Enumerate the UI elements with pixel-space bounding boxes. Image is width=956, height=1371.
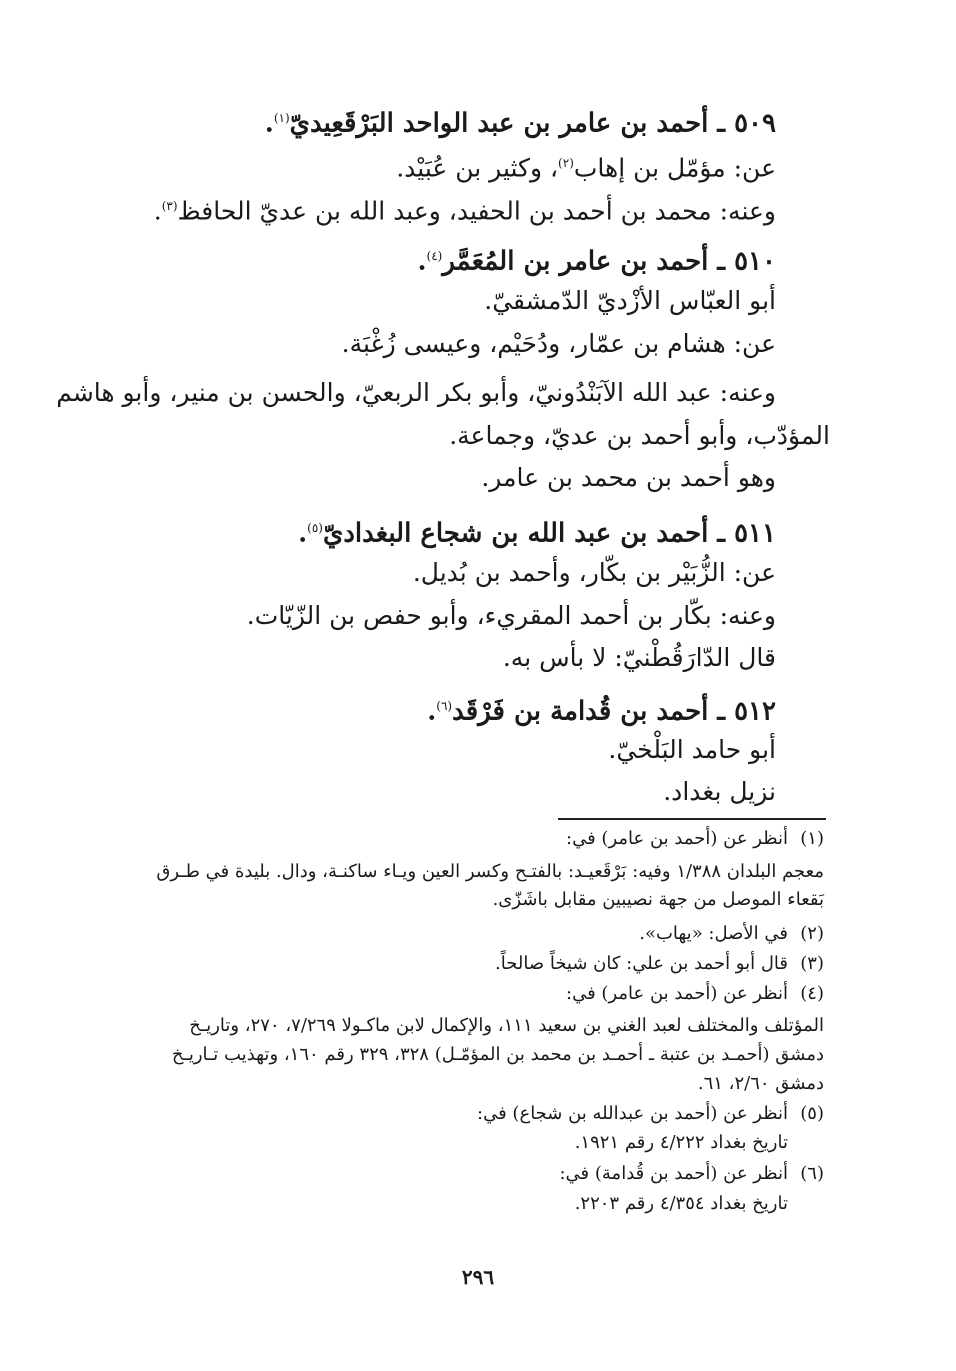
footnote-4-body: المؤتلف والمختلف لعبد الغني بن سعيد ١١١، والإكمال لابن ماكـولا ٧/٢٦٩، ٢٧٠، وتاريـخ <box>189 1015 824 1036</box>
footnote-5: (٥)أنظر عن (أحمد بن عبدالله بن شجاع) في: <box>477 1103 824 1124</box>
entry-line: أبو حامد البَلْخيّ. <box>608 735 776 764</box>
footnote-1-body: معجم البلدان ١/٣٨٨ وفيه: بَرْقَعيـد: بالفتـح وكسر العين ويـاء ساكنـة، ودال. بليدة في طـرق <box>156 861 824 882</box>
entry-line: عن: الزُّبَيْر بن بكّار، وأحمد بن بُديل. <box>412 558 776 587</box>
entry-heading: ٥٠٩ ـ أحمد بن عامر بن عبد الواحد البَرْقَعِيديّ$^{(١)}$. <box>264 108 776 139</box>
entry-heading: ٥١١ ـ أحمد بن عبد الله بن شجاع البغداديّ$^{(٥)}$. <box>298 518 776 549</box>
entry-line: عن: هشام بن عمّار، ودُحَيْم، وعيسى زُغْبَة. <box>341 329 776 358</box>
footnote-4-body: دمشق ٢/٦٠، ٦١. <box>697 1073 824 1094</box>
footnote-1: (١)أنظر عن (أحمد بن عامر) في: <box>566 828 824 849</box>
entry-line: وعنه: بكّار بن أحمد المقريء، وأبو حفص بن الزّيّات. <box>246 601 776 630</box>
entry-heading: ٥١٠ ـ أحمد بن عامر بن المُعَمَّر$^{(٤)}$. <box>417 246 776 277</box>
footnote-6-body: تاريخ بغداد ٤/٣٥٤ رقم ٢٢٠٣. <box>574 1193 788 1214</box>
entry-line: أبو العبّاس الأزْديّ الدّمشقيّ. <box>484 286 776 315</box>
entry-heading: ٥١٢ ـ أحمد بن قُدامة بن فَرْقَد$^{(٦)}$. <box>427 696 776 727</box>
footnote-separator <box>558 818 826 820</box>
footnote-1-body: بَقعاء الموصل من جهة نصيبين مقابل باشَزّى. <box>492 889 824 910</box>
entry-line: وعنه: عبد الله الآبَنْدُونيّ، وأبو بكر الربعيّ، والحسن بن منير، وأبو هاشم <box>56 378 776 407</box>
footnote-5-body: تاريخ بغداد ٤/٢٢٢ رقم ١٩٢١. <box>574 1132 788 1153</box>
footnote-4: (٤)أنظر عن (أحمد بن عامر) في: <box>566 983 824 1004</box>
footnote-2: (٢)في الأصل: «يهاب». <box>639 923 824 944</box>
footnote-4-body: دمشق (أحمـد بن عتبة ـ أحمـد بن محمد بن المؤمّـل) ٣٢٨، ٣٢٩ رقم ١٦٠، وتهذيب تـاريـخ <box>171 1044 824 1065</box>
entry-line: عن: مؤمّل بن إهاب$^{(٢)}$، وكثير بن عُبَيْد. <box>396 153 776 183</box>
page-number: ٢٩٦ <box>461 1265 495 1289</box>
footnote-3: (٣)قال أبو أحمد بن علي: كان شيخاً صالحاً. <box>495 953 824 974</box>
entry-line: نزيل بغداد. <box>663 777 776 806</box>
entry-line: قال الدّارَقُطْنيّ: لا بأس به. <box>502 643 776 672</box>
entry-line: وهو أحمد بن محمد بن عامر. <box>481 463 776 492</box>
entry-line: المؤدّب، وأبو أحمد بن عديّ، وجماعة. <box>449 421 830 450</box>
footnote-6: (٦)أنظر عن (أحمد بن قُدامة) في: <box>559 1163 824 1184</box>
entry-line: وعنه: محمد بن أحمد بن الحفيد، وعبد الله بن عديّ الحافظ$^{(٣)}$. <box>153 196 776 226</box>
